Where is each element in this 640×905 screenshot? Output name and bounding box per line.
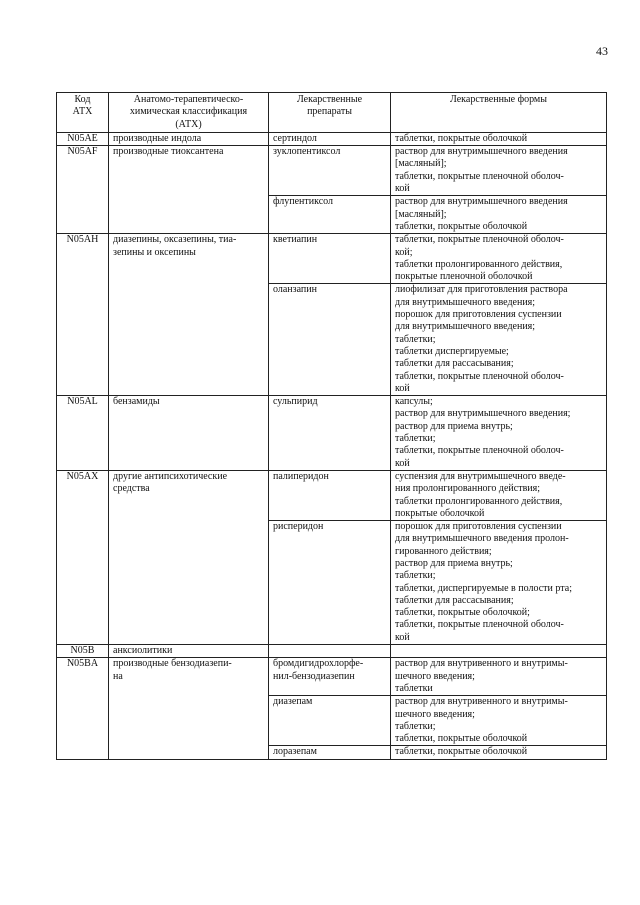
dosage-forms-cell xyxy=(391,645,607,658)
text-line: таблетки xyxy=(395,682,433,694)
text-line: таблетки, покрытые оболочкой xyxy=(395,220,528,232)
text-line: (АТХ) xyxy=(175,118,202,130)
text-line: кой xyxy=(395,183,410,195)
header-forms xyxy=(391,93,607,133)
text-line: таблетки; xyxy=(395,433,436,445)
text-line: производные индола xyxy=(113,132,202,144)
text-line: таблетки пролонгированного действия, xyxy=(395,258,563,270)
text-line: АТХ xyxy=(72,106,93,118)
text-line: таблетки, покрытые пленочной оболоч- xyxy=(395,619,564,631)
text-line: для внутримышечного введения пролон- xyxy=(395,533,569,545)
dosage-forms-cell xyxy=(391,746,607,759)
text-line: нил-бензодиазепин xyxy=(273,670,355,682)
text-line: Код xyxy=(74,94,91,105)
text-line: таблетки; xyxy=(395,720,436,732)
text-line: таблетки для рассасывания; xyxy=(395,594,514,606)
text-line: суспензия для внутримышечного введе- xyxy=(395,470,566,482)
dosage-forms-cell xyxy=(391,284,607,396)
text-line: химическая классификация xyxy=(129,106,248,118)
text-line: раствор для внутривенного и внутримы- xyxy=(395,658,568,670)
text-line: таблетки, покрытые пленочной оболоч- xyxy=(395,170,564,182)
dosage-forms-cell xyxy=(391,658,607,696)
text-line: таблетки; xyxy=(395,333,436,345)
text-line: лиофилизат для приготовления раствора xyxy=(395,284,568,296)
text-line: таблетки, покрытые оболочкой xyxy=(395,132,528,144)
dosage-forms-cell xyxy=(391,521,607,645)
atc-code-cell: N05AL xyxy=(57,396,109,471)
table-header xyxy=(57,93,607,133)
text-line: лоразепам xyxy=(273,746,317,758)
drug-cell xyxy=(269,746,391,759)
atc-code-cell: N05AH xyxy=(57,234,109,396)
text-line: рисперидон xyxy=(273,521,324,533)
text-line: зепины и оксепины xyxy=(113,246,196,258)
text-line: [масляный]; xyxy=(395,208,447,220)
text-line: раствор для приема внутрь; xyxy=(395,420,513,432)
dosage-forms-cell xyxy=(391,146,607,196)
text-line: другие антипсихотические xyxy=(113,470,228,482)
header-classification xyxy=(109,93,269,133)
atc-code-cell: N05AX xyxy=(57,470,109,644)
text-line: ния пролонгированного действия; xyxy=(395,483,541,495)
drug-cell xyxy=(269,146,391,196)
text-line: таблетки для рассасывания; xyxy=(395,358,514,370)
text-line: средства xyxy=(113,483,150,495)
classification-cell xyxy=(109,132,269,145)
text-line: анксиолитики xyxy=(113,645,173,657)
atc-drug-table xyxy=(56,92,607,760)
text-line: таблетки; xyxy=(395,570,436,582)
dosage-forms-cell xyxy=(391,396,607,471)
table-row xyxy=(57,645,607,658)
classification-cell xyxy=(109,470,269,644)
dosage-forms-cell xyxy=(391,470,607,520)
table-row xyxy=(57,132,607,145)
text-line: раствор для внутривенного и внутримы- xyxy=(395,696,568,708)
drug-cell xyxy=(269,658,391,696)
text-line: покрытые оболочкой xyxy=(395,507,485,519)
dosage-forms-cell xyxy=(391,696,607,746)
text-line: препараты xyxy=(307,106,352,118)
text-line: раствор для внутримышечного введения xyxy=(395,146,568,158)
table-row xyxy=(57,470,607,520)
text-line: для внутримышечного введения; xyxy=(395,321,536,333)
text-line: таблетки, покрытые оболочкой; xyxy=(395,607,530,619)
text-line: для внутримышечного введения; xyxy=(395,296,536,308)
page-number: 43 xyxy=(596,44,608,58)
text-line: Лекарственные xyxy=(296,94,363,105)
atc-code-cell: N05AF xyxy=(57,146,109,234)
text-line: таблетки, диспергируемые в полости рта; xyxy=(395,582,572,594)
text-line: раствор для приема внутрь; xyxy=(395,557,513,569)
text-line: Анатомо-терапевтическо- xyxy=(133,94,244,105)
text-line: шечного введения; xyxy=(395,708,475,720)
text-line: производные бензодиазепи- xyxy=(113,658,232,670)
text-line: порошок для приготовления суспензии xyxy=(395,521,562,533)
atc-code-cell: N05AE xyxy=(57,132,109,145)
classification-cell xyxy=(109,234,269,396)
text-line: сульпирид xyxy=(273,396,318,408)
text-line: таблетки пролонгированного действия, xyxy=(395,495,563,507)
text-line: бензамиды xyxy=(113,396,160,408)
text-line: гированного действия; xyxy=(395,545,492,557)
text-line: кой xyxy=(395,631,410,643)
text-line: капсулы; xyxy=(395,396,433,408)
text-line: диазепины, оксазепины, тиа- xyxy=(113,234,237,246)
text-line: раствор для внутримышечного введения xyxy=(395,196,568,208)
table-row xyxy=(57,146,607,196)
classification-cell xyxy=(109,146,269,234)
atc-code-cell: N05B xyxy=(57,645,109,658)
text-line: таблетки, покрытые пленочной оболоч- xyxy=(395,445,564,457)
text-line: флупентиксол xyxy=(273,196,333,208)
text-line: таблетки, покрытые пленочной оболоч- xyxy=(395,370,564,382)
text-line: бромдигидрохлорфе- xyxy=(273,658,364,670)
text-line: шечного введения; xyxy=(395,670,475,682)
dosage-forms-cell xyxy=(391,234,607,284)
table-row xyxy=(57,396,607,471)
drug-cell xyxy=(269,284,391,396)
text-line: кой xyxy=(395,457,410,469)
text-line: зуклопентиксол xyxy=(273,146,341,158)
text-line: порошок для приготовления суспензии xyxy=(395,309,562,321)
classification-cell xyxy=(109,645,269,658)
atc-code-cell: N05BA xyxy=(57,658,109,759)
text-line: таблетки, покрытые оболочкой xyxy=(395,746,528,758)
header-code xyxy=(57,93,109,133)
drug-cell xyxy=(269,470,391,520)
drug-cell xyxy=(269,396,391,471)
table-row xyxy=(57,234,607,284)
header-drugs xyxy=(269,93,391,133)
table-row xyxy=(57,658,607,696)
classification-cell xyxy=(109,396,269,471)
header-row xyxy=(57,93,607,133)
text-line: кветиапин xyxy=(273,234,318,246)
text-line: кой xyxy=(395,382,410,394)
text-line: оланзапин xyxy=(273,284,317,296)
dosage-forms-cell xyxy=(391,132,607,145)
text-line: кой; xyxy=(395,246,413,258)
text-line: покрытые пленочной оболочкой xyxy=(395,271,533,283)
text-line: сертиндол xyxy=(273,132,317,144)
text-line: диазепам xyxy=(273,696,313,708)
text-line: таблетки, покрытые оболочкой xyxy=(395,733,528,745)
text-line: раствор для внутримышечного введения; xyxy=(395,408,571,420)
drug-cell xyxy=(269,196,391,234)
drug-cell xyxy=(269,234,391,284)
classification-cell xyxy=(109,658,269,759)
drug-cell xyxy=(269,696,391,746)
text-line: таблетки диспергируемые; xyxy=(395,345,509,357)
text-line: палиперидон xyxy=(273,470,329,482)
drug-cell xyxy=(269,132,391,145)
text-line: [масляный]; xyxy=(395,158,447,170)
text-line: на xyxy=(113,670,123,682)
dosage-forms-cell xyxy=(391,196,607,234)
table-body xyxy=(57,132,607,759)
text-line: Лекарственные формы xyxy=(450,94,547,105)
drug-cell xyxy=(269,645,391,658)
text-line: таблетки, покрытые пленочной оболоч- xyxy=(395,234,564,246)
drug-cell xyxy=(269,521,391,645)
text-line: производные тиоксантена xyxy=(113,146,224,158)
